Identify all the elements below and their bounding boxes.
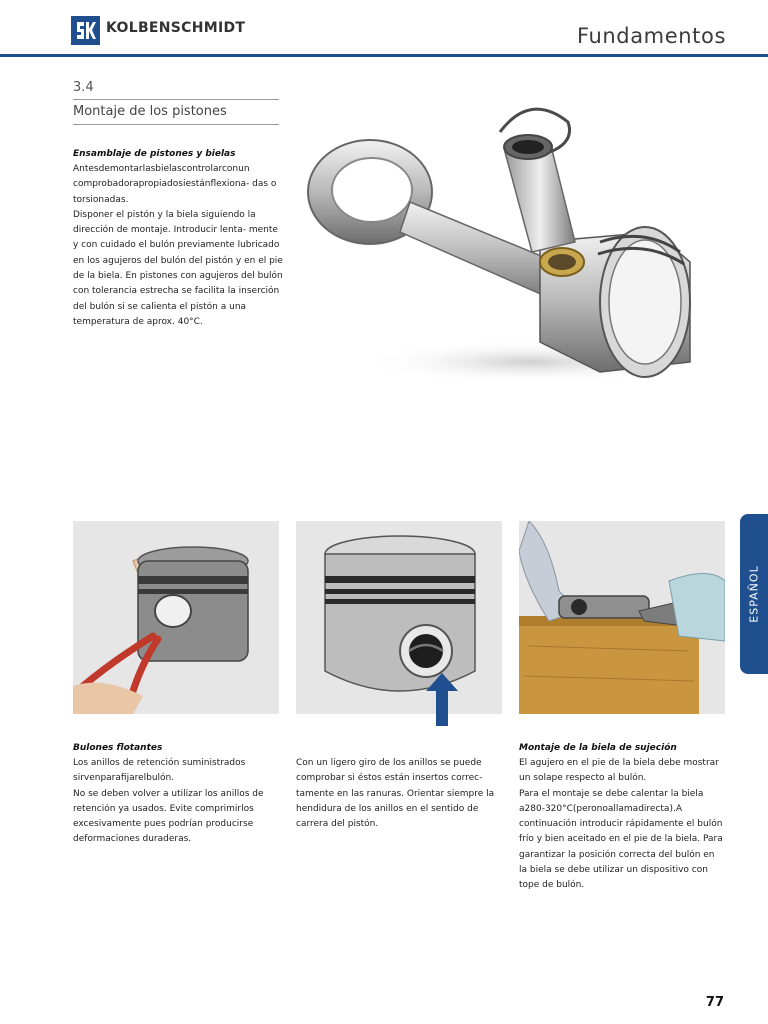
intro-paragraph-1: Antesdemontarlasbielascontrolarconun comprobadorapropiadosiestánflexiona- das o torsionadas.: [73, 164, 277, 205]
column-3-text: [519, 741, 725, 894]
language-tab[interactable]: [740, 514, 768, 674]
brand-name: KOLBENSCHMIDT: [106, 20, 246, 36]
language-tab-label: ESPAÑOL: [747, 565, 761, 623]
column-1-paragraph-1: Los anillos de retención suministrados sirvenparafijarelbulón.: [73, 758, 246, 784]
section-rule-bottom: [73, 124, 279, 125]
section-number: 3.4: [73, 80, 94, 95]
page-title: Fundamentos: [576, 24, 726, 48]
column-1-paragraph-2: No se deben volver a utilizar los anillos de retención ya usados. Evite comprimirlos excesivamente pues podrían producirse deformaciones duraderas.: [73, 788, 264, 845]
kolbenschmidt-logo-icon: [71, 16, 100, 45]
intro-paragraph-2: Disponer el pistón y la biela siguiendo la dirección de montaje. Introducir lenta- mente y con cuidado el bulón previamente lubricado en los agujeros del bulón del pistón y en el pie de la biela. En pistones con agujeros del bulón con tolerancia estrecha se facilita la inserción del bulón si se calienta el pistón a una temperatura de aprox. 40°C.: [73, 209, 283, 327]
intro-text-block: [73, 147, 283, 330]
column-2-text: [296, 756, 506, 832]
section-title: Montaje de los pistones: [73, 104, 227, 119]
page-number: 77: [705, 995, 724, 1010]
connecting-rod-heating-photo: [519, 521, 725, 714]
column-3-paragraph-1: El agujero en el pie de la biela debe mostrar un solape respecto al bulón.: [519, 758, 719, 784]
piston-connecting-rod-photo: [300, 92, 710, 402]
column-1-heading: Bulones flotantes: [73, 743, 163, 753]
column-1-text: [73, 741, 283, 848]
column-3-heading: Montaje de la biela de sujeción: [519, 743, 677, 753]
intro-heading: Ensamblaje de pistones y bielas: [73, 149, 236, 159]
header-rule: [0, 54, 768, 57]
circlip-pliers-photo: [73, 521, 279, 714]
column-3-paragraph-2: Para el montaje se debe calentar la biela a280-320°C(peronoallamadirecta).A continuación introducir rápidamente el bulón frío y bien aceitado en el pie de la biela. Para garantizar la posición correcta del bulón en la biela se debe utilizar un dispositivo con tope de bulón.: [519, 788, 723, 891]
column-2-paragraph-1: Con un ligero giro de los anillos se puede comprobar si éstos están insertos correc- tamente en las ranuras. Orientar siempre la hendidura de los anillos en el sentido de carrera del pistón.: [296, 758, 495, 830]
piston-ring-groove-photo: [296, 521, 502, 714]
section-rule-top: [73, 99, 279, 100]
